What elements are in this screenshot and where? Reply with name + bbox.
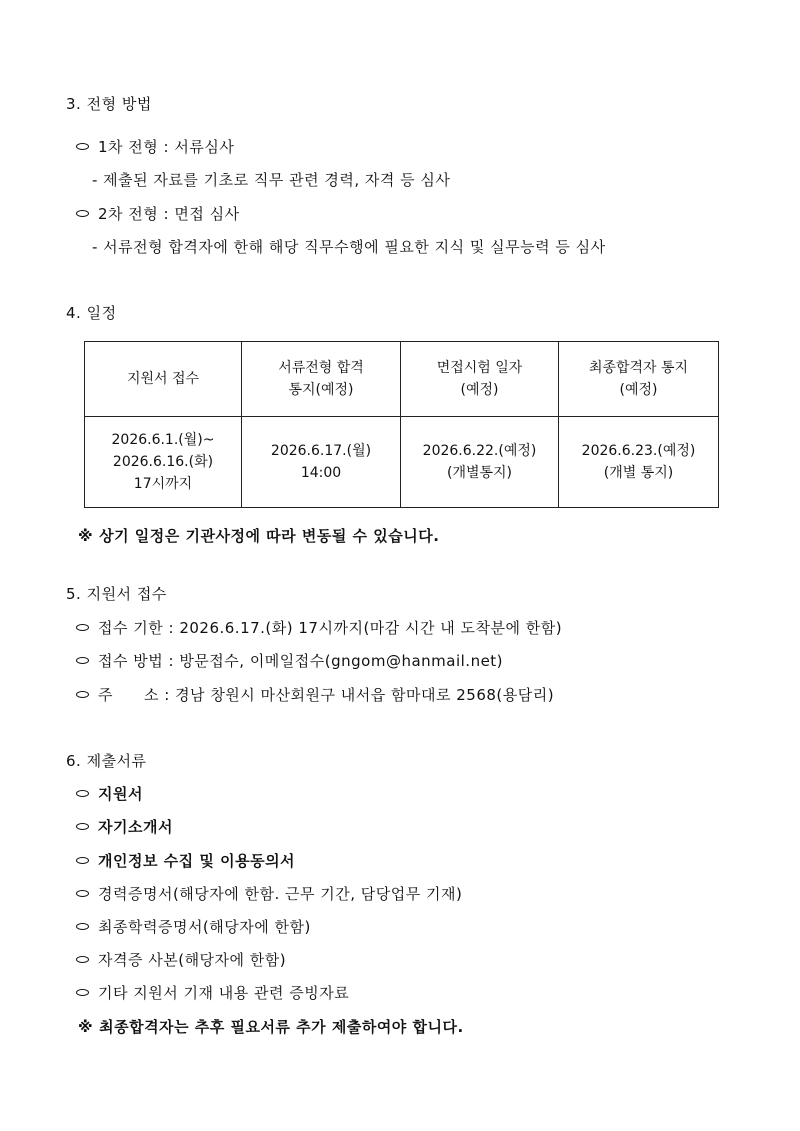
cell-document-result-date: 2026.6.17.(월) 14:00 (242, 417, 401, 508)
section-3-title: 3. 전형 방법 (66, 95, 152, 113)
doc-item: 자격증 사본(해당자에 한함) (76, 949, 286, 970)
circle-bullet-icon (76, 890, 89, 897)
doc-item: 최종학력증명서(해당자에 한함) (76, 916, 311, 937)
submission-note: ※ 최종합격자는 추후 필요서류 추가 제출하여야 합니다. (78, 1018, 464, 1036)
circle-bullet-icon (76, 857, 89, 864)
section-5-title: 5. 지원서 접수 (66, 585, 167, 603)
reference-mark-icon: ※ (78, 527, 94, 545)
header-document-result: 서류전형 합격 통지(예정) (242, 342, 401, 417)
schedule-note: ※ 상기 일정은 기관사정에 따라 변동될 수 있습니다. (78, 527, 440, 545)
doc-item: 자기소개서 (76, 816, 173, 837)
application-deadline: 접수 기한 : 2026.6.17.(화) 17시까지(마감 시간 내 도착분에 한함) (76, 617, 562, 638)
doc-item: 개인정보 수집 및 이용동의서 (76, 850, 295, 871)
schedule-data-row (85, 417, 719, 508)
selection-stage-2-detail: - 서류전형 합격자에 한해 해당 직무수행에 필요한 지식 및 실무능력 등 심사 (92, 238, 606, 256)
header-final-notice: 최종합격자 통지 (예정) (559, 342, 719, 417)
circle-bullet-icon (76, 657, 89, 664)
circle-bullet-icon (76, 956, 89, 963)
application-method: 접수 방법 : 방문접수, 이메일접수(gngom@hanmail.net) (76, 650, 503, 671)
header-application: 지원서 접수 (85, 342, 242, 417)
cell-final-notice-date: 2026.6.23.(예정) (개별 통지) (559, 417, 719, 508)
circle-bullet-icon (76, 923, 89, 930)
application-address: 주 소 : 경남 창원시 마산회원구 내서읍 함마대로 2568(용담리) (76, 684, 554, 705)
section-4-title: 4. 일정 (66, 304, 117, 322)
doc-item: 지원서 (76, 783, 143, 804)
section-6-title: 6. 제출서류 (66, 752, 147, 770)
reference-mark-icon: ※ (78, 1018, 94, 1036)
circle-bullet-icon (76, 143, 89, 150)
circle-bullet-icon (76, 624, 89, 631)
schedule-header-row (85, 342, 719, 417)
circle-bullet-icon (76, 691, 89, 698)
cell-application-period: 2026.6.1.(월)~ 2026.6.16.(화) 17시까지 (85, 417, 242, 508)
circle-bullet-icon (76, 210, 89, 217)
doc-item: 경력증명서(해당자에 한함. 근무 기간, 담당업무 기재) (76, 883, 462, 904)
schedule-table (84, 341, 719, 508)
selection-stage-2: 2차 전형 : 면접 심사 (76, 203, 240, 224)
circle-bullet-icon (76, 790, 89, 797)
doc-item: 기타 지원서 기재 내용 관련 증빙자료 (76, 982, 349, 1003)
cell-interview-date: 2026.6.22.(예정) (개별통지) (401, 417, 559, 508)
header-interview-date: 면접시험 일자 (예정) (401, 342, 559, 417)
selection-stage-1-detail: - 제출된 자료를 기초로 직무 관련 경력, 자격 등 심사 (92, 171, 451, 189)
circle-bullet-icon (76, 823, 89, 830)
selection-stage-1: 1차 전형 : 서류심사 (76, 136, 234, 157)
circle-bullet-icon (76, 989, 89, 996)
